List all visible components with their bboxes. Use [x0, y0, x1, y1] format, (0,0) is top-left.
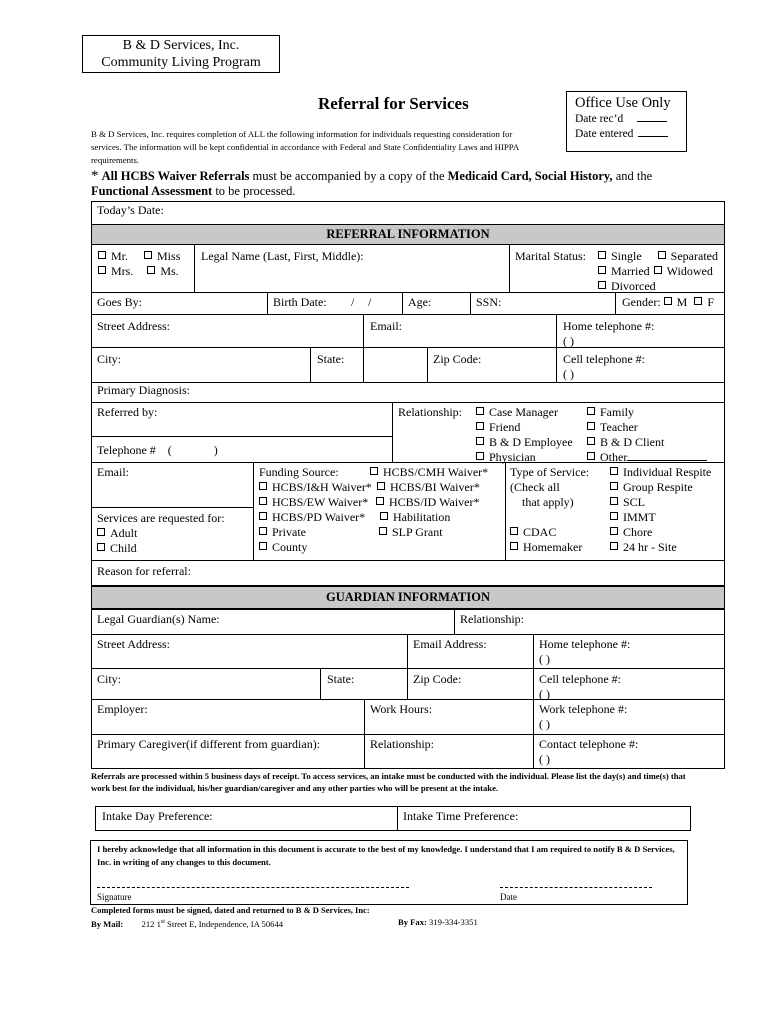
bd-client-checkbox[interactable]	[587, 437, 595, 445]
funding-source-left	[259, 465, 372, 555]
referred-by-field[interactable]: Referred by:	[97, 405, 158, 419]
todays-date-field[interactable]: Today’s Date:	[97, 203, 164, 217]
guardian-cell-phone-label: Cell telephone #:	[539, 672, 621, 686]
office-use-title: Office Use Only	[575, 95, 671, 111]
family-checkbox[interactable]	[587, 407, 595, 415]
female-label: F	[707, 295, 715, 309]
home-phone-field[interactable]	[563, 319, 654, 349]
date-received-field[interactable]	[637, 121, 667, 122]
date-entered-label: Date entered	[575, 128, 634, 140]
cmh-waiver-checkbox[interactable]	[370, 467, 378, 475]
fax-info	[398, 916, 478, 928]
case-manager-checkbox[interactable]	[476, 407, 484, 415]
guardian-street-field[interactable]: Street Address:	[97, 637, 170, 651]
group-respite-checkbox[interactable]	[610, 482, 618, 490]
relationship-label: Relationship:	[398, 405, 462, 419]
work-phone-paren: ( )	[539, 717, 550, 731]
immt-label: IMMT	[623, 510, 656, 524]
id-waiver-label: HCBS/ID Waiver*	[389, 495, 480, 509]
chore-checkbox[interactable]	[610, 527, 618, 535]
id-waiver-checkbox[interactable]	[376, 497, 384, 505]
homemaker-label: Homemaker	[523, 540, 583, 554]
cell-phone-paren: ( )	[563, 367, 574, 381]
single-label: Single	[611, 249, 642, 263]
cell-phone-label: Cell telephone #:	[563, 352, 645, 366]
ew-waiver-checkbox[interactable]	[259, 497, 267, 505]
ms-checkbox[interactable]	[147, 266, 155, 274]
completed-forms-note: Completed forms must be signed, dated and returned to B & D Services, Inc:	[91, 905, 370, 915]
employer-field[interactable]: Employer:	[97, 702, 148, 716]
intake-day-field[interactable]: Intake Day Preference:	[102, 809, 213, 823]
cdac-checkbox[interactable]	[510, 527, 518, 535]
date-received-label: Date rec’d	[575, 113, 624, 125]
divorced-label: Divorced	[611, 279, 656, 293]
mr-checkbox[interactable]	[98, 251, 106, 259]
services-requested-for	[97, 511, 225, 556]
gender-label: Gender:	[622, 295, 661, 309]
county-label: County	[272, 540, 308, 554]
ih-waiver-label: HCBS/I&H Waiver*	[272, 480, 372, 494]
mail-address-number: 212 1	[141, 918, 161, 929]
private-label: Private	[272, 525, 306, 539]
ms-label: Ms.	[160, 264, 179, 278]
separated-checkbox[interactable]	[658, 251, 666, 259]
intake-time-field[interactable]: Intake Time Preference:	[403, 809, 519, 823]
waiver-note-docs: Medicaid Card, Social History,	[447, 169, 613, 183]
referral-info-header: REFERRAL INFORMATION	[91, 224, 725, 245]
slp-grant-checkbox[interactable]	[379, 527, 387, 535]
mrs-label: Mrs.	[111, 264, 134, 278]
funding-source-label: Funding Source:	[259, 465, 339, 479]
date-label: Date	[500, 892, 517, 902]
birth-date-slash-1: /	[351, 295, 355, 309]
widowed-label: Widowed	[666, 264, 713, 278]
married-label: Married	[611, 264, 650, 278]
site24-label: 24 hr - Site	[623, 540, 677, 554]
work-hours-field[interactable]: Work Hours:	[370, 702, 433, 716]
home-phone-paren: ( )	[563, 334, 574, 348]
pd-waiver-checkbox[interactable]	[259, 512, 267, 520]
birth-date-field[interactable]: Birth Date:	[273, 295, 327, 309]
guardian-name-field[interactable]: Legal Guardian(s) Name:	[97, 612, 220, 626]
signature-label: Signature	[97, 892, 132, 902]
goes-by-field[interactable]: Goes By:	[97, 295, 142, 309]
waiver-note-text1: must be accompanied by a copy of the	[249, 169, 448, 183]
ih-waiver-checkbox[interactable]	[259, 482, 267, 490]
caregiver-relationship-field[interactable]: Relationship:	[370, 737, 434, 751]
guardian-home-phone-label: Home telephone #:	[539, 637, 631, 651]
habilitation-label: Habilitation	[393, 510, 451, 524]
work-phone-label: Work telephone #:	[539, 702, 628, 716]
waiver-note-lead: All HCBS Waiver Referrals	[101, 169, 250, 183]
mail-address-street: Street E, Independence, IA 50644	[164, 918, 284, 929]
guardian-relationship-field[interactable]: Relationship:	[460, 612, 524, 626]
mail-address-suffix: st	[160, 919, 165, 925]
by-mail-label: By Mail:	[91, 918, 124, 929]
homemaker-checkbox[interactable]	[510, 542, 518, 550]
guardian-home-phone-paren: ( )	[539, 652, 550, 666]
type-of-service-label: Type of Service:	[510, 465, 590, 479]
page-title: Referral for Services	[318, 94, 469, 113]
by-fax-label: By Fax:	[398, 917, 427, 927]
email-field[interactable]: Email:	[370, 319, 402, 333]
type-of-service-left	[510, 465, 589, 555]
gender-field	[622, 295, 714, 310]
title-options	[98, 249, 180, 279]
adult-checkbox[interactable]	[97, 528, 105, 536]
guardian-home-phone-field[interactable]	[539, 637, 630, 667]
child-checkbox[interactable]	[97, 543, 105, 551]
guardian-zip-field[interactable]: Zip Code:	[413, 672, 462, 686]
office-use-box	[566, 91, 687, 152]
county-checkbox[interactable]	[259, 542, 267, 550]
individual-respite-checkbox[interactable]	[610, 467, 618, 475]
mr-label: Mr.	[111, 249, 129, 263]
mailing-info	[91, 916, 283, 930]
mrs-checkbox[interactable]	[98, 266, 106, 274]
ew-waiver-label: HCBS/EW Waiver*	[272, 495, 369, 509]
friend-checkbox[interactable]	[476, 422, 484, 430]
family-label: Family	[600, 405, 635, 419]
other-label: Other	[600, 450, 628, 464]
cdac-label: CDAC	[523, 525, 557, 539]
waiver-note-assessment: Functional Assessment	[91, 184, 213, 198]
teacher-checkbox[interactable]	[587, 422, 595, 430]
single-checkbox[interactable]	[598, 251, 606, 259]
intake-note: Referrals are processed within 5 business days of receipt. To access services, an intake must be conducted with the individual. Please list the day(s) and time(s) that work best for the individual, his/her guardian/caregiver and any other parties who will be present at the intake.	[91, 771, 686, 793]
asterisk: *	[91, 168, 99, 184]
company-box	[82, 35, 280, 73]
private-checkbox[interactable]	[259, 527, 267, 535]
state-field[interactable]: State:	[317, 352, 345, 366]
child-label: Child	[110, 541, 137, 555]
signature-line[interactable]	[97, 887, 409, 888]
group-respite-label: Group Respite	[623, 480, 693, 494]
primary-diagnosis-field[interactable]: Primary Diagnosis:	[97, 383, 190, 397]
immt-checkbox[interactable]	[610, 512, 618, 520]
legal-name-field[interactable]: Legal Name (Last, First, Middle):	[201, 249, 364, 263]
individual-respite-label: Individual Respite	[623, 465, 712, 479]
female-checkbox[interactable]	[694, 297, 702, 305]
guardian-email-field[interactable]: Email Address:	[413, 637, 487, 651]
widowed-checkbox[interactable]	[654, 266, 662, 274]
bd-employee-checkbox[interactable]	[476, 437, 484, 445]
contact-phone-paren: ( )	[539, 752, 550, 766]
date-entered-field[interactable]	[638, 136, 668, 137]
check-all-label: (Check all	[510, 480, 560, 494]
waiver-note-text2: to be processed.	[212, 184, 296, 198]
scl-label: SCL	[623, 495, 646, 509]
type-of-service-right	[610, 465, 711, 555]
birth-date-slash-2: /	[368, 295, 372, 309]
teacher-label: Teacher	[600, 420, 638, 434]
other-checkbox[interactable]	[587, 452, 595, 460]
scl-checkbox[interactable]	[610, 497, 618, 505]
site24-checkbox[interactable]	[610, 542, 618, 550]
that-apply-label: that apply)	[522, 495, 574, 509]
waiver-note	[91, 169, 691, 199]
intro-text: B & D Services, Inc. requires completion of ALL the following information for individuals requesting consideration for services. The information will be kept confidential in accordance with Federal and State Confidentiality Laws and HIPPA requirements.	[91, 129, 519, 165]
male-checkbox[interactable]	[664, 297, 672, 305]
street-address-field[interactable]: Street Address:	[97, 319, 170, 333]
guardian-cell-phone-field[interactable]	[539, 672, 621, 702]
other-field[interactable]	[627, 460, 707, 461]
referrer-telephone-field[interactable]: Telephone # ( )	[97, 443, 218, 457]
friend-label: Friend	[489, 420, 521, 434]
contact-phone-label: Contact telephone #:	[539, 737, 639, 751]
miss-checkbox[interactable]	[144, 251, 152, 259]
separated-label: Separated	[670, 249, 718, 263]
contact-phone-field[interactable]	[539, 737, 638, 767]
cmh-waiver-label: HCBS/CMH Waiver*	[383, 465, 489, 479]
cell-phone-field[interactable]	[563, 352, 645, 382]
date-line[interactable]	[500, 887, 652, 888]
waiver-note-and: and the	[612, 169, 653, 183]
physician-checkbox[interactable]	[476, 452, 484, 460]
primary-caregiver-field[interactable]: Primary Caregiver(if different from guardian):	[97, 737, 321, 751]
work-phone-field[interactable]	[539, 702, 627, 732]
relationship-options-left	[476, 405, 573, 465]
home-phone-label: Home telephone #:	[563, 319, 655, 333]
program-name: Community Living Program	[101, 55, 261, 70]
company-name: B & D Services, Inc.	[122, 38, 240, 53]
guardian-state-field[interactable]: State:	[327, 672, 355, 686]
marital-status-label: Marital Status:	[515, 249, 586, 263]
bd-client-label: B & D Client	[600, 435, 665, 449]
funding-source-right	[370, 465, 488, 540]
divorced-checkbox[interactable]	[598, 281, 606, 289]
bd-employee-label: B & D Employee	[489, 435, 573, 449]
case-manager-label: Case Manager	[489, 405, 558, 419]
guardian-info-header: GUARDIAN INFORMATION	[91, 586, 725, 609]
guardian-cell-phone-paren: ( )	[539, 687, 550, 701]
habilitation-checkbox[interactable]	[380, 512, 388, 520]
adult-label: Adult	[110, 526, 138, 540]
physician-label: Physician	[489, 450, 536, 464]
zip-code-field[interactable]: Zip Code:	[433, 352, 482, 366]
city-field[interactable]: City:	[97, 352, 122, 366]
referrer-email-field[interactable]: Email:	[97, 465, 129, 479]
ssn-field[interactable]: SSN:	[476, 295, 502, 309]
chore-label: Chore	[623, 525, 653, 539]
miss-label: Miss	[157, 249, 181, 263]
bi-waiver-label: HCBS/BI Waiver*	[390, 480, 480, 494]
marital-status-options	[598, 249, 718, 294]
slp-grant-label: SLP Grant	[392, 525, 443, 539]
acknowledgement-text: I hereby acknowledge that all information in this document is accurate to the best of my knowledge. I understand that I am required to notify B & D Services, Inc. in writing of any changes to this document.	[97, 844, 675, 867]
guardian-city-field[interactable]: City:	[97, 672, 122, 686]
married-checkbox[interactable]	[598, 266, 606, 274]
bi-waiver-checkbox[interactable]	[377, 482, 385, 490]
age-field[interactable]: Age:	[408, 295, 432, 309]
reason-for-referral-field[interactable]: Reason for referral:	[97, 564, 191, 578]
relationship-options-right	[587, 405, 707, 465]
pd-waiver-label: HCBS/PD Waiver*	[272, 510, 366, 524]
services-requested-label: Services are requested for:	[97, 511, 225, 525]
male-label: M	[676, 295, 688, 309]
fax-number: 319-334-3351	[429, 917, 478, 927]
